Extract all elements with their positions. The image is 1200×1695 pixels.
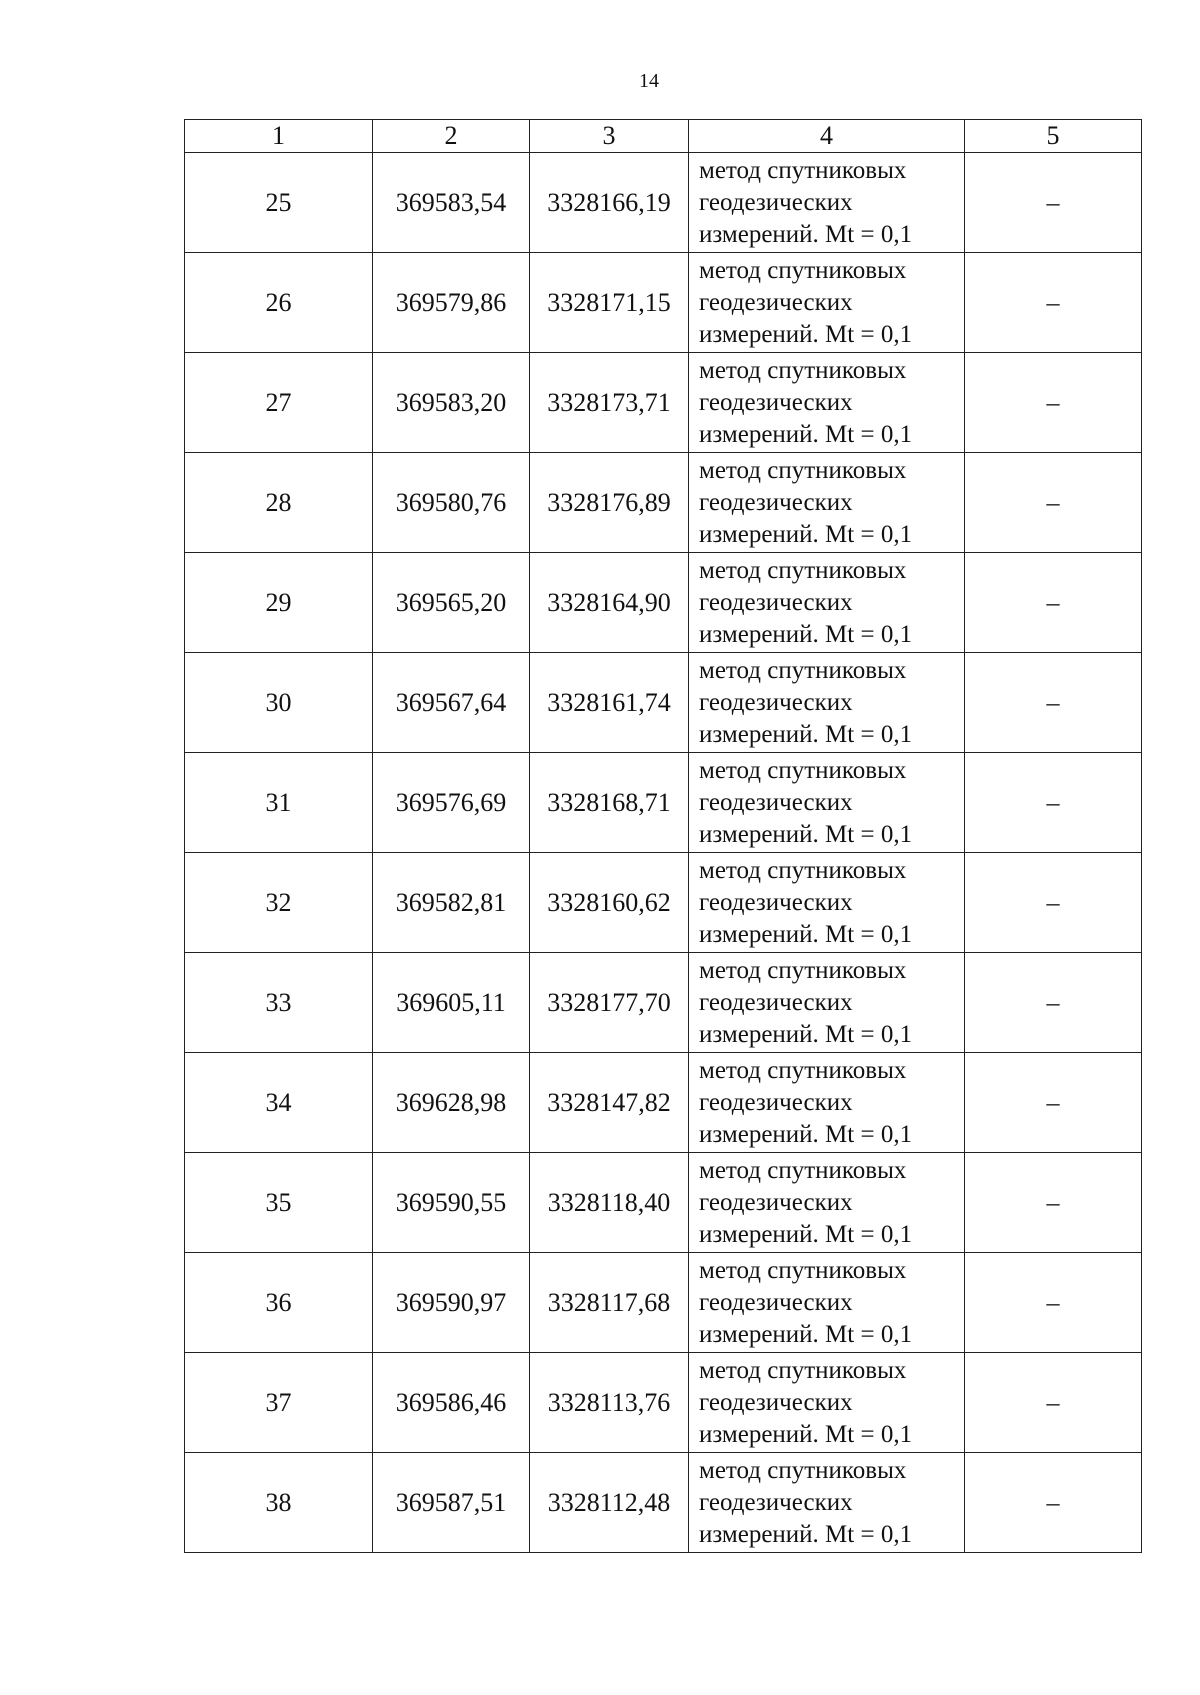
note-cell: – [965,153,1142,253]
note-cell: – [965,1253,1142,1353]
note-cell: – [965,1453,1142,1553]
table-row [185,553,1142,653]
point-number-cell: 29 [185,553,373,653]
point-number-cell: 34 [185,1053,373,1153]
table-row [185,653,1142,753]
note-cell: – [965,753,1142,853]
method-line: геодезических [699,188,853,216]
method-line: метод спутниковых [699,956,907,984]
method-cell [689,1353,965,1453]
coordinate-x-cell: 369590,55 [373,1153,530,1253]
coordinates-table [184,119,1142,1553]
method-line: метод спутниковых [699,256,907,284]
method-cell [689,153,965,253]
method-line: метод спутниковых [699,1256,907,1284]
table-header-row [185,120,1142,153]
method-line: геодезических [699,388,853,416]
coordinate-x-cell: 369605,11 [373,953,530,1053]
method-line: измерений. Mt = 0,1 [699,1120,913,1148]
coordinate-x-cell: 369576,69 [373,753,530,853]
table-row [185,1053,1142,1153]
method-line: измерений. Mt = 0,1 [699,520,913,548]
column-header: 1 [185,120,373,153]
method-cell [689,1453,965,1553]
column-header: 2 [373,120,530,153]
table-row [185,1453,1142,1553]
table-row [185,353,1142,453]
point-number-cell: 36 [185,1253,373,1353]
coordinate-y-cell: 3328173,71 [530,353,689,453]
method-cell [689,1253,965,1353]
method-cell [689,853,965,953]
method-line: геодезических [699,988,853,1016]
coordinate-x-cell: 369565,20 [373,553,530,653]
coordinate-y-cell: 3328118,40 [530,1153,689,1253]
note-cell: – [965,453,1142,553]
method-cell [689,953,965,1053]
method-line: метод спутниковых [699,856,907,884]
method-line: измерений. Mt = 0,1 [699,1320,913,1348]
point-number-cell: 27 [185,353,373,453]
table-row [185,253,1142,353]
method-cell [689,353,965,453]
note-cell: – [965,1053,1142,1153]
method-line: геодезических [699,888,853,916]
point-number-cell: 32 [185,853,373,953]
note-cell: – [965,1153,1142,1253]
method-cell [689,553,965,653]
note-cell: – [965,353,1142,453]
method-line: измерений. Mt = 0,1 [699,220,913,248]
point-number-cell: 25 [185,153,373,253]
coordinate-y-cell: 3328117,68 [530,1253,689,1353]
coordinate-x-cell: 369567,64 [373,653,530,753]
column-header: 4 [689,120,965,153]
table-row [185,1353,1142,1453]
method-cell [689,753,965,853]
point-number-cell: 28 [185,453,373,553]
table-row [185,1253,1142,1353]
method-line: метод спутниковых [699,1056,907,1084]
point-number-cell: 35 [185,1153,373,1253]
coordinate-x-cell: 369579,86 [373,253,530,353]
method-line: метод спутниковых [699,156,907,184]
method-line: измерений. Mt = 0,1 [699,620,913,648]
point-number-cell: 31 [185,753,373,853]
method-line: измерений. Mt = 0,1 [699,720,913,748]
note-cell: – [965,953,1142,1053]
method-line: измерений. Mt = 0,1 [699,820,913,848]
method-line: метод спутниковых [699,356,907,384]
method-cell [689,453,965,553]
method-line: измерений. Mt = 0,1 [699,320,913,348]
table-row [185,453,1142,553]
method-line: геодезических [699,1188,853,1216]
table-row [185,753,1142,853]
method-line: метод спутниковых [699,556,907,584]
method-line: измерений. Mt = 0,1 [699,1520,913,1548]
method-line: геодезических [699,288,853,316]
column-header: 3 [530,120,689,153]
method-line: геодезических [699,1088,853,1116]
point-number-cell: 30 [185,653,373,753]
note-cell: – [965,553,1142,653]
coordinate-x-cell: 369582,81 [373,853,530,953]
method-line: геодезических [699,488,853,516]
note-cell: – [965,653,1142,753]
coordinate-x-cell: 369587,51 [373,1453,530,1553]
table-row [185,153,1142,253]
coordinate-x-cell: 369583,20 [373,353,530,453]
method-line: геодезических [699,1488,853,1516]
method-line: измерений. Mt = 0,1 [699,1420,913,1448]
coordinate-x-cell: 369590,97 [373,1253,530,1353]
note-cell: – [965,853,1142,953]
point-number-cell: 37 [185,1353,373,1453]
table-row [185,953,1142,1053]
coordinate-y-cell: 3328161,74 [530,653,689,753]
method-line: метод спутниковых [699,1456,907,1484]
method-line: измерений. Mt = 0,1 [699,920,913,948]
method-cell [689,1153,965,1253]
method-line: метод спутниковых [699,656,907,684]
table-row [185,1153,1142,1253]
coordinate-y-cell: 3328171,15 [530,253,689,353]
note-cell: – [965,253,1142,353]
point-number-cell: 26 [185,253,373,353]
coordinate-y-cell: 3328168,71 [530,753,689,853]
coordinate-x-cell: 369586,46 [373,1353,530,1453]
coordinate-y-cell: 3328147,82 [530,1053,689,1153]
method-line: метод спутниковых [699,1356,907,1384]
method-cell [689,1053,965,1153]
method-line: геодезических [699,788,853,816]
method-line: геодезических [699,688,853,716]
method-line: геодезических [699,588,853,616]
method-line: измерений. Mt = 0,1 [699,1220,913,1248]
method-line: измерений. Mt = 0,1 [699,420,913,448]
method-line: метод спутниковых [699,1156,907,1184]
coordinate-y-cell: 3328113,76 [530,1353,689,1453]
method-line: геодезических [699,1288,853,1316]
coordinate-y-cell: 3328176,89 [530,453,689,553]
coordinate-x-cell: 369628,98 [373,1053,530,1153]
coordinate-y-cell: 3328160,62 [530,853,689,953]
method-cell [689,653,965,753]
coordinate-y-cell: 3328166,19 [530,153,689,253]
coordinate-y-cell: 3328164,90 [530,553,689,653]
table-body [185,153,1142,1553]
coordinate-x-cell: 369583,54 [373,153,530,253]
column-header: 5 [965,120,1142,153]
coordinate-y-cell: 3328177,70 [530,953,689,1053]
coordinate-x-cell: 369580,76 [373,453,530,553]
method-line: метод спутниковых [699,456,907,484]
note-cell: – [965,1353,1142,1453]
page-number: 14 [639,70,659,92]
point-number-cell: 33 [185,953,373,1053]
method-cell [689,253,965,353]
method-line: геодезических [699,1388,853,1416]
method-line: метод спутниковых [699,756,907,784]
point-number-cell: 38 [185,1453,373,1553]
method-line: измерений. Mt = 0,1 [699,1020,913,1048]
table-row [185,853,1142,953]
coordinate-y-cell: 3328112,48 [530,1453,689,1553]
